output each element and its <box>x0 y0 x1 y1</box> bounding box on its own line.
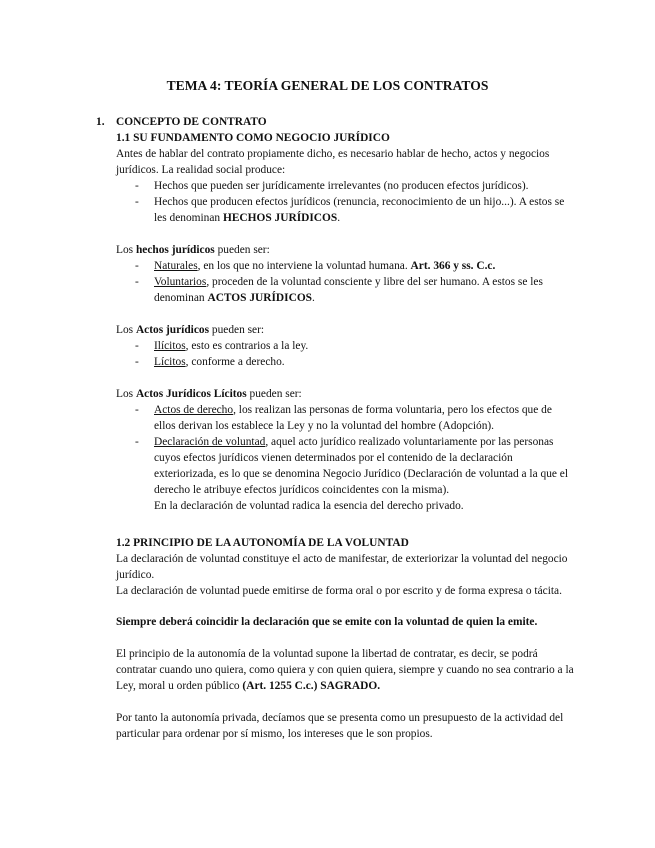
list-item: - Naturales, en los que no interviene la voluntad humana. Art. 366 y ss. C.c. <box>116 258 576 274</box>
paragraph: Por tanto la autonomía privada, decíamos que se presenta como un presupuesto de la actividad del particular para ordenar por sí mismo, los intereses que le son propios. <box>116 712 564 740</box>
list-item: - Declaración de voluntad, aquel acto jurídico realizado voluntariamente por las personas cuyos efectos jurídicos vienen determinados por el contenido de la declaración exteriorizada, es lo que se denomina Negocio Jurídico (Declaración de voluntad a la que el derecho le atribuye efectos jurídicos coincidentes con la misma). En la declaración de voluntad radica la esencia del derecho privado. <box>116 434 576 514</box>
paragraph: La declaración de voluntad puede emitirse de forma oral o por escrito y de forma expresa o tácita. <box>116 585 562 597</box>
actos-licitos-list <box>116 402 576 514</box>
list-item: - Actos de derecho, los realizan las personas de forma voluntaria, pero los efectos que de ellos derivan los establece la Ley y no la voluntad del hombre (Adopción). <box>116 402 576 434</box>
section-heading: CONCEPTO DE CONTRATO <box>116 116 267 128</box>
subsection-heading: 1.1 SU FUNDAMENTO COMO NEGOCIO JURÍDICO <box>116 132 390 144</box>
list-item: - Hechos que producen efectos jurídicos (renuncia, reconocimiento de un hijo...). A estos se les denominan HECHOS JURÍDICOS. <box>116 194 576 226</box>
document-title: TEMA 4: TEORÍA GENERAL DE LOS CONTRATOS <box>166 78 489 93</box>
actos-types-list <box>116 338 576 370</box>
list-item: - Ilícitos, esto es contrarios a la ley. <box>116 338 576 354</box>
bold-statement: Siempre deberá coincidir la declaración que se emite con la voluntad de quien la emite. <box>116 616 538 628</box>
hechos-types-list <box>116 258 576 306</box>
section-number: 1. <box>96 116 105 128</box>
actos-juridicos-intro: Los Actos jurídicos pueden ser: <box>116 324 265 336</box>
paragraph: El principio de la autonomía de la voluntad supone la libertad de contratar, es decir, se podrá contratar cuando uno quiera, como quiera y con quien quiera, siempre y cuando no sea contrario a la Ley, moral u orden público (Art. 1255 C.c.) SAGRADO. <box>116 648 574 692</box>
subsection-heading: 1.2 PRINCIPIO DE LA AUTONOMÍA DE LA VOLUNTAD <box>116 537 409 549</box>
intro-paragraph: Antes de hablar del contrato propiamente dicho, es necesario hablar de hecho, actos y negocios jurídicos. La realidad social produce: <box>116 148 550 176</box>
list-item: - Hechos que pueden ser jurídicamente irrelevantes (no producen efectos jurídicos). <box>116 178 576 194</box>
hechos-juridicos-intro: Los hechos jurídicos pueden ser: <box>116 244 270 256</box>
list-item: - Voluntarios, proceden de la voluntad consciente y libre del ser humano. A estos se les denominan ACTOS JURÍDICOS. <box>116 274 576 306</box>
actos-licitos-intro: Los Actos Jurídicos Lícitos pueden ser: <box>116 388 302 400</box>
list-item: - Lícitos, conforme a derecho. <box>116 354 576 370</box>
hechos-list <box>116 178 576 226</box>
paragraph: La declaración de voluntad constituye el acto de manifestar, de exteriorizar la voluntad del negocio jurídico. <box>116 553 568 581</box>
